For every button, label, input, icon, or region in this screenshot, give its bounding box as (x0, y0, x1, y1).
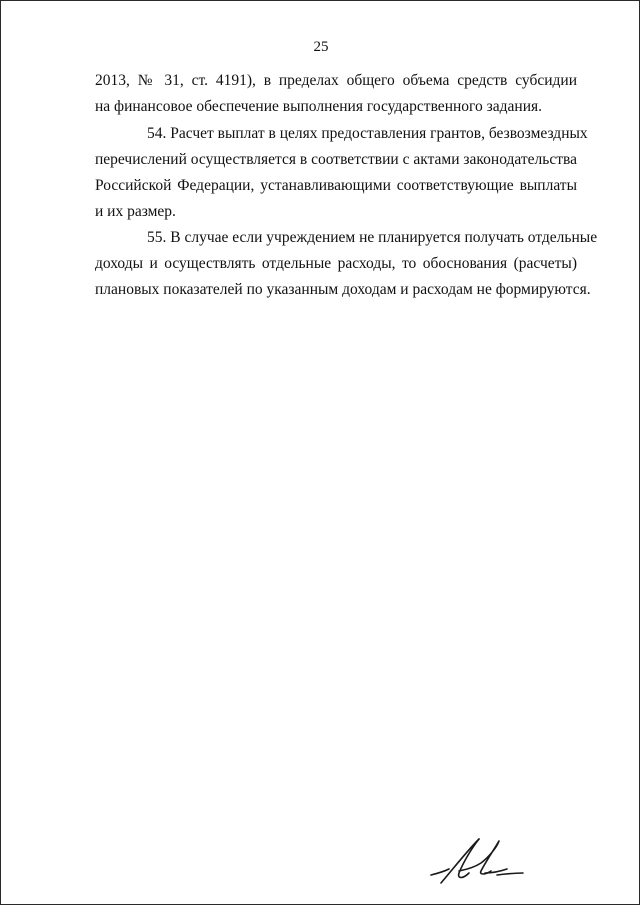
text-line: 2013, № 31, ст. 4191), в пределах общего объема средств субсидии (95, 72, 577, 89)
text-line: 55. В случае если учреждением не планируется получать отдельные (147, 229, 598, 246)
text-line: плановых показателей по указанным доходам и расходам не формируются. (95, 281, 591, 298)
paragraph-54 (95, 121, 588, 225)
paragraph-55 (95, 225, 598, 303)
text-line: и их размер. (95, 203, 176, 220)
text-line: на финансовое обеспечение выполнения государственного задания. (95, 98, 542, 115)
text-line: Российской Федерации, устанавливающими соответствующие выплаты (95, 177, 577, 194)
handwritten-signature-icon (419, 833, 529, 889)
paragraph-continuation (95, 68, 577, 120)
page-number: 25 (313, 39, 329, 55)
text-line: 54. Расчет выплат в целях предоставления грантов, безвозмездных (147, 125, 588, 142)
text-line: доходы и осуществлять отдельные расходы, то обоснования (расчеты) (95, 255, 577, 272)
text-line: перечислений осуществляется в соответствии с актами законодательства (95, 151, 577, 168)
